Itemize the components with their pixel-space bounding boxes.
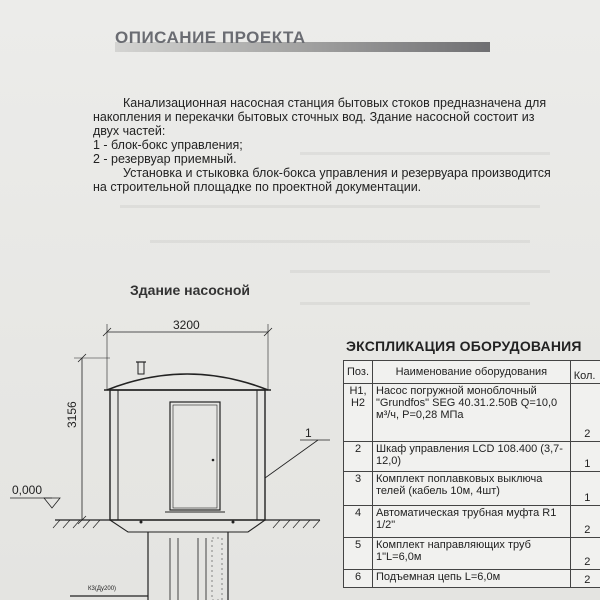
spec-row-name: Подъемная цепь L=6,0м: [373, 570, 571, 588]
foundation-slab: [110, 520, 265, 532]
pipe-label: К3(Ду200): [88, 586, 117, 592]
building-roof: [107, 374, 268, 390]
spec-row-name: Комплект поплавковых выключа телей (кабель 10м, 4шт): [373, 472, 571, 506]
bleed-line: [290, 270, 550, 273]
width-dim-label: 3200: [173, 318, 200, 332]
level-triangle: [44, 498, 60, 508]
spec-row-name: Комплект направляющих труб 1"L=6,0м: [373, 538, 571, 570]
building-walls: [110, 390, 265, 520]
table-row: [344, 442, 600, 472]
intro-paragraph-1: Канализационная насосная станция бытовых стоков предназначена для накопления и перекачки бытовых сточных вод. Здание насосной состоит из двух частей:: [93, 96, 547, 138]
table-row: [344, 506, 600, 538]
table-row: [344, 570, 600, 588]
spec-row-qty: 2: [570, 570, 600, 588]
drawing-title: Здание насосной: [130, 282, 250, 298]
page-title: ОПИСАНИЕ ПРОЕКТА: [115, 28, 306, 47]
bleed-line: [300, 302, 530, 305]
level-label: 0,000: [12, 483, 43, 497]
spec-row-qty: 2: [570, 506, 600, 538]
spec-header-qty: Кол.: [570, 361, 600, 384]
intro-item-1: 1 - блок-бокс управления;: [93, 138, 243, 152]
table-row: [344, 384, 600, 442]
header: [115, 28, 490, 56]
spec-row-pos: 3: [344, 472, 373, 506]
spec-row-qty: 2: [570, 384, 600, 442]
spec-row-pos: 2: [344, 442, 373, 472]
anchor-bolt-left: [140, 521, 143, 524]
spec-row-qty: 1: [570, 472, 600, 506]
ground-hatch: [53, 520, 320, 528]
door-handle: [212, 459, 215, 462]
anchor-bolt-right: [232, 521, 235, 524]
spec-header-row: [344, 361, 600, 384]
spec-title: ЭКСПЛИКАЦИЯ ОБОРУДОВАНИЯ: [346, 338, 582, 354]
callout-label: 1: [305, 426, 312, 440]
spec-row-qty: 2: [570, 538, 600, 570]
spec-row-name: Насос погружной моноблочный "Grundfos" SEG 40.31.2.50B Q=10,0 м³/ч, P=0,28 МПа: [373, 384, 571, 442]
building-door: [170, 402, 220, 510]
table-row: [344, 472, 600, 506]
spec-row-pos: H1, H2: [344, 384, 373, 442]
vent-pipe: [138, 362, 144, 374]
spec-table: [343, 360, 600, 588]
callout-leader: [265, 440, 318, 478]
spec-row-qty: 1: [570, 442, 600, 472]
intro-item-2: 2 - резервуар приемный.: [93, 152, 237, 166]
ladder: [212, 538, 222, 600]
height-dim-label: 3156: [65, 401, 79, 428]
pump-station-drawing: [0, 310, 340, 600]
spec-row-name: Автоматическая трубная муфта R1 1/2": [373, 506, 571, 538]
spec-row-pos: 5: [344, 538, 373, 570]
intro-paragraph-2: Установка и стыковка блок-бокса управления и резервуара производится на строительной площадке по проектной документации.: [93, 166, 551, 194]
spec-row-name: Шкаф управления LCD 108.400 (3,7-12,0): [373, 442, 571, 472]
spec-row-pos: 6: [344, 570, 373, 588]
spec-header-pos: Поз.: [344, 361, 373, 384]
spec-row-pos: 4: [344, 506, 373, 538]
intro-text: [93, 96, 563, 194]
bleed-line: [150, 240, 530, 243]
table-row: [344, 538, 600, 570]
door-frame: [173, 405, 217, 508]
bleed-line: [120, 205, 540, 208]
spec-header-name: Наименование оборудования: [373, 361, 571, 384]
